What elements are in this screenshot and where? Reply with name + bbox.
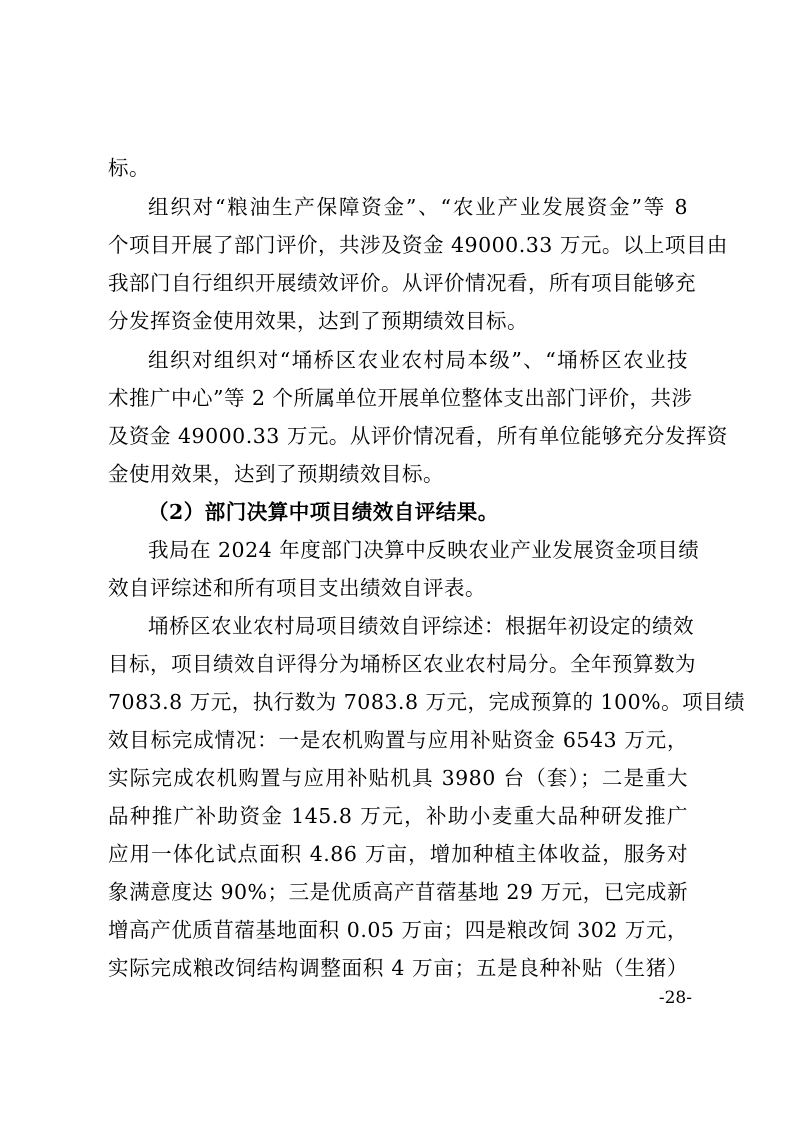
text-line-14: 目标，项目绩效自评得分为埇桥区农业农村局分。全年预算数为 — [108, 652, 696, 676]
text-line-9: 金使用效果，达到了预期绩效目标。 — [108, 462, 444, 486]
text-line-2: 组织对“粮油生产保障资金”、“农业产业发展资金”等 8 — [148, 195, 688, 219]
text-line-6: 组织对组织对“埇桥区农业农村局本级”、“埇桥区农业技 — [148, 348, 688, 372]
text-line-12: 效自评综述和所有项目支出绩效自评表。 — [108, 576, 486, 600]
text-line-7: 术推广中心”等 2 个所属单位开展单位整体支出部门评价，共涉 — [108, 386, 693, 410]
text-line-17: 实际完成农机购置与应用补贴机具 3980 台（套）；二是重大 — [108, 766, 688, 790]
page-number: -28- — [658, 988, 692, 1008]
text-line-22: 实际完成粮改饲结构调整面积 4 万亩；五是良种补贴（生猪） — [108, 956, 688, 980]
section-heading: （2）部门决算中项目绩效自评结果。 — [148, 500, 499, 524]
text-line-5: 分发挥资金使用效果，达到了预期绩效目标。 — [108, 309, 528, 333]
text-line-3: 个项目开展了部门评价，共涉及资金 49000.33 万元。以上项目由 — [108, 233, 728, 257]
text-line-20: 象满意度达 90%；三是优质高产苜蓿基地 29 万元，已完成新 — [108, 880, 688, 904]
text-line-4: 我部门自行组织开展绩效评价。从评价情况看，所有项目能够充 — [108, 271, 696, 295]
text-line-19: 应用一体化试点面积 4.86 万亩，增加种植主体收益，服务对 — [108, 842, 688, 866]
text-line-15: 7083.8 万元，执行数为 7083.8 万元，完成预算的 100%。项目绩 — [108, 690, 746, 714]
text-line-21: 增高产优质苜蓿基地面积 0.05 万亩；四是粮改饲 302 万元， — [108, 918, 688, 942]
text-line-11: 我局在 2024 年度部门决算中反映农业产业发展资金项目绩 — [148, 538, 700, 562]
text-line-18: 品种推广补助资金 145.8 万元，补助小麦重大品种研发推广 — [108, 804, 688, 828]
text-line-8: 及资金 49000.33 万元。从评价情况看，所有单位能够充分发挥资 — [108, 424, 728, 448]
text-line-1: 标。 — [108, 156, 150, 180]
text-line-16: 效目标完成情况：一是农机购置与应用补贴资金 6543 万元， — [108, 728, 688, 752]
text-line-13: 埇桥区农业农村局项目绩效自评综述：根据年初设定的绩效 — [148, 614, 694, 638]
